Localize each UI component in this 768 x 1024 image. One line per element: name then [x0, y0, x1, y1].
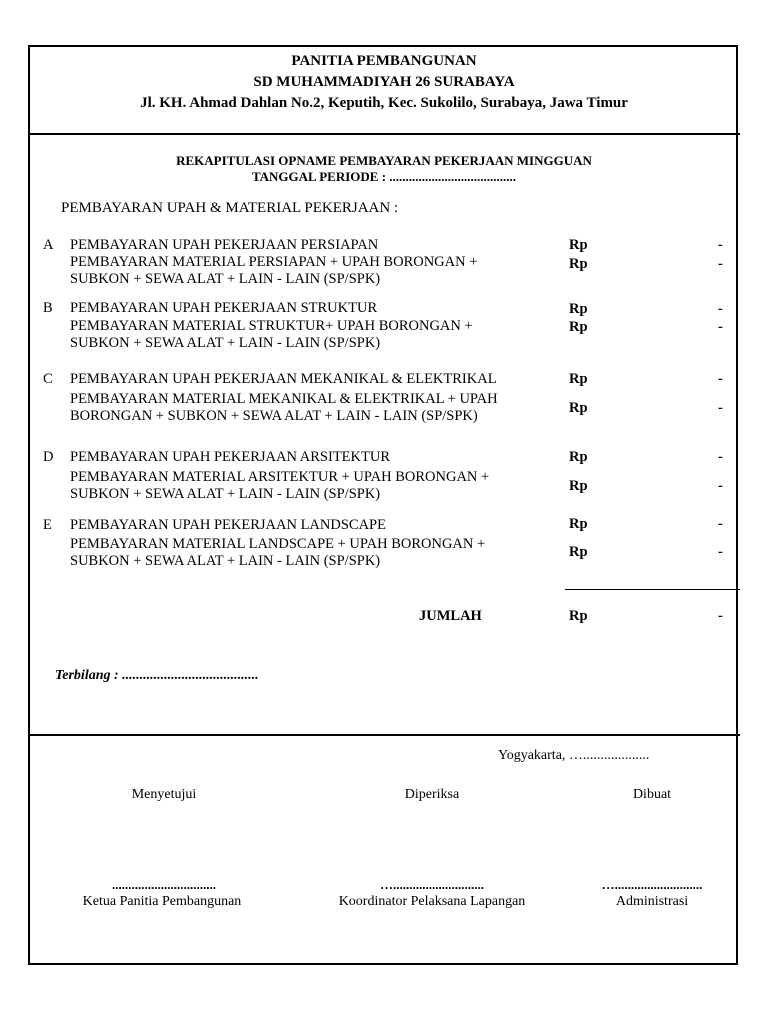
- currency-label: Rp: [569, 371, 588, 387]
- item-letter: A: [43, 237, 54, 253]
- item-upah-label: PEMBAYARAN UPAH PEKERJAAN ARSITEKTUR: [70, 449, 390, 465]
- total-label: JUMLAH: [419, 608, 482, 624]
- item-letter: E: [43, 517, 52, 533]
- item-material-label-1: PEMBAYARAN MATERIAL LANDSCAPE + UPAH BORONGAN +: [70, 536, 486, 552]
- signer-role-approve: Menyetujui: [131, 787, 197, 802]
- material-amount: -: [718, 478, 723, 494]
- section-heading: PEMBAYARAN UPAH & MATERIAL PEKERJAAN :: [61, 200, 399, 216]
- item-material-label-1: PEMBAYARAN MATERIAL PERSIAPAN + UPAH BORONGAN +: [70, 254, 478, 270]
- material-amount: -: [718, 400, 723, 416]
- currency-label: Rp: [569, 301, 588, 317]
- item-material-label-2: SUBKON + SEWA ALAT + LAIN - LAIN (SP/SPK): [70, 486, 381, 502]
- currency-label: Rp: [569, 237, 588, 253]
- item-upah-label: PEMBAYARAN UPAH PEKERJAAN MEKANIKAL & ELEKTRIKAL: [70, 371, 497, 387]
- currency-label: Rp: [569, 478, 588, 494]
- item-upah-label: PEMBAYARAN UPAH PEKERJAAN LANDSCAPE: [70, 517, 386, 533]
- signer-title-made: Administrasi: [615, 894, 689, 909]
- currency-label: Rp: [569, 449, 588, 465]
- signer-role-check: Diperiksa: [404, 787, 460, 802]
- item-material-label-2: SUBKON + SEWA ALAT + LAIN - LAIN (SP/SPK): [70, 553, 381, 569]
- item-upah-label: PEMBAYARAN UPAH PEKERJAAN PERSIAPAN: [70, 237, 379, 253]
- period-line: TANGGAL PERIODE : .......................................: [251, 169, 517, 184]
- item-letter: B: [43, 300, 53, 316]
- item-material-label-1: PEMBAYARAN MATERIAL MEKANIKAL & ELEKTRIKAL + UPAH: [70, 391, 498, 407]
- currency-label: Rp: [569, 516, 588, 532]
- upah-amount: -: [718, 237, 723, 253]
- currency-label: Rp: [569, 544, 588, 560]
- item-material-label-2: SUBKON + SEWA ALAT + LAIN - LAIN (SP/SPK): [70, 271, 381, 287]
- header-address: Jl. KH. Ahmad Dahlan No.2, Keputih, Kec. Sukolilo, Surabaya, Jawa Timur: [140, 95, 628, 111]
- material-amount: -: [718, 544, 723, 560]
- header-school: SD MUHAMMADIYAH 26 SURABAYA: [253, 74, 515, 90]
- signer-title-check: Koordinator Pelaksana Lapangan: [338, 894, 526, 909]
- total-amount: -: [718, 608, 723, 624]
- place-date: Yogyakarta, …...................: [498, 748, 650, 763]
- item-material-label-1: PEMBAYARAN MATERIAL STRUKTUR+ UPAH BORONGAN +: [70, 318, 473, 334]
- material-amount: -: [718, 256, 723, 272]
- currency-label: Rp: [569, 319, 588, 335]
- item-material-label-1: PEMBAYARAN MATERIAL ARSITEKTUR + UPAH BORONGAN +: [70, 469, 490, 485]
- total-currency: Rp: [569, 608, 588, 624]
- signer-role-made: Dibuat: [632, 787, 672, 802]
- signature-line-made: …...........................: [601, 877, 703, 892]
- signature-line-approve: ................................: [112, 877, 216, 892]
- footer-divider: [28, 734, 740, 736]
- upah-amount: -: [718, 449, 723, 465]
- item-letter: D: [43, 449, 54, 465]
- item-material-label-2: BORONGAN + SUBKON + SEWA ALAT + LAIN - LAIN (SP/SPK): [70, 408, 478, 424]
- header-committee: PANITIA PEMBANGUNAN: [291, 53, 477, 69]
- sum-underline: [565, 589, 740, 590]
- material-amount: -: [718, 319, 723, 335]
- signer-title-approve: Ketua Panitia Pembangunan: [82, 894, 242, 909]
- upah-amount: -: [718, 371, 723, 387]
- item-letter: C: [43, 371, 53, 387]
- currency-label: Rp: [569, 256, 588, 272]
- document-title: REKAPITULASI OPNAME PEMBAYARAN PEKERJAAN MINGGUAN: [176, 153, 592, 168]
- header-divider: [28, 133, 740, 135]
- item-material-label-2: SUBKON + SEWA ALAT + LAIN - LAIN (SP/SPK): [70, 335, 381, 351]
- upah-amount: -: [718, 516, 723, 532]
- terbilang-line: Terbilang : .......................................: [55, 668, 259, 683]
- signature-line-check: …............................: [380, 877, 484, 892]
- upah-amount: -: [718, 301, 723, 317]
- item-upah-label: PEMBAYARAN UPAH PEKERJAAN STRUKTUR: [70, 300, 378, 316]
- currency-label: Rp: [569, 400, 588, 416]
